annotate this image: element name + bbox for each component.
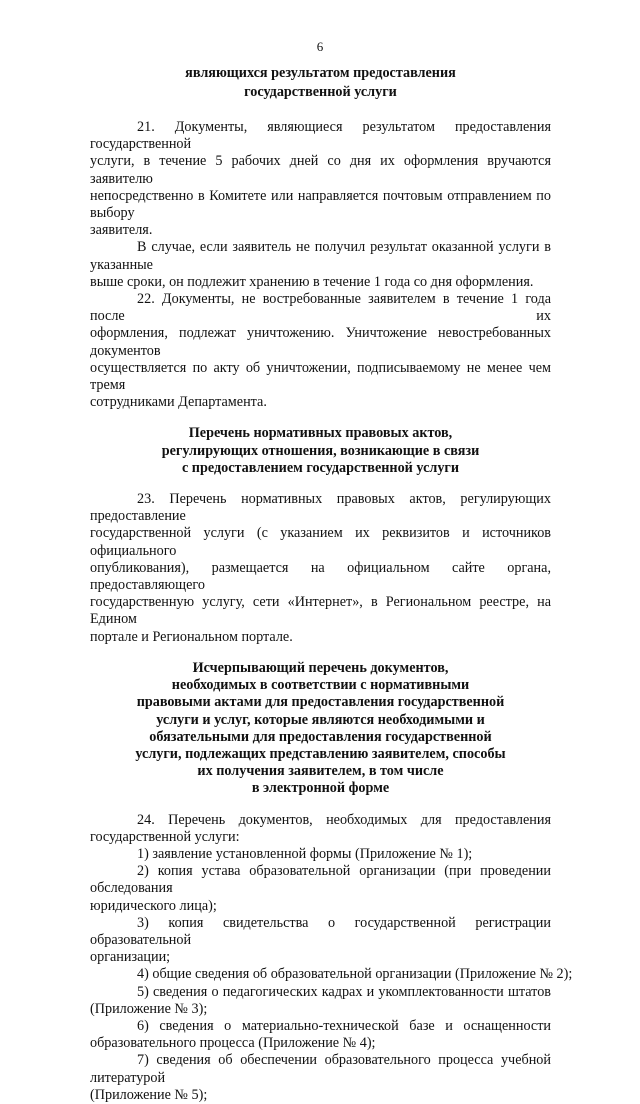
text-line: услуги, в течение 5 рабочих дней со дня их оформления вручаются заявителю	[90, 153, 551, 187]
text-line: 2) копия устава образовательной организации (при проведении обследования	[90, 863, 551, 897]
paragraph	[90, 846, 551, 863]
text-line: (Приложение № 3);	[90, 1000, 208, 1017]
text-line: организации;	[90, 949, 171, 966]
heading-line: Исчерпывающий перечень документов,	[192, 659, 449, 676]
paragraph	[90, 239, 551, 291]
text-line: 7) сведения об обеспечении образовательного процесса учебной литературой	[90, 1052, 551, 1086]
text-line: 24. Перечень документов, необходимых для предоставления	[137, 811, 551, 828]
text-line: 21. Документы, являющиеся результатом предоставления государственной	[90, 119, 551, 153]
text-line: 3) копия свидетельства о государственной регистрации образовательной	[90, 914, 551, 948]
heading-line: правовыми актами для предоставления государственной	[136, 694, 505, 711]
paragraph	[90, 915, 551, 967]
heading-line: в электронной форме	[251, 780, 390, 797]
paragraph	[90, 812, 551, 846]
text-line: 22. Документы, не востребованные заявителем в течение 1 года после их	[90, 291, 551, 325]
heading-line: услуги, подлежащих представлению заявителем, способы	[135, 745, 506, 762]
text-line: В случае, если заявитель не получил результат оказанной услуги в указанные	[90, 239, 551, 273]
paragraph	[90, 491, 551, 646]
section-heading	[90, 425, 551, 477]
section-heading	[90, 660, 551, 798]
paragraph	[90, 1052, 551, 1104]
text-line: 6) сведения о материально-технической базе и оснащенности	[137, 1017, 551, 1034]
text-line: 4) общие сведения об образовательной организации (Приложение № 2);	[137, 966, 573, 983]
heading-line: обязательными для предоставления государственной	[149, 728, 492, 745]
text-line: (Приложение № 5);	[90, 1086, 208, 1103]
paragraph	[90, 966, 573, 983]
paragraph	[90, 119, 551, 239]
section-heading	[90, 64, 551, 102]
text-line: непосредственно в Комитете или направляется почтовым отправлением по выбору	[90, 187, 551, 222]
text-line: осуществляется по акту об уничтожении, подписываемому не менее чем тремя	[90, 359, 551, 394]
text-line: опубликования), размещается на официальном сайте органа, предоставляющего	[90, 559, 551, 594]
heading-line: необходимых в соответствии с нормативными	[171, 677, 470, 694]
heading-line: услуги и услуг, которые являются необходимыми и	[156, 711, 485, 728]
text-line: 1) заявление установленной формы (Приложение № 1);	[137, 845, 473, 862]
page-number: 6	[316, 39, 324, 54]
text-line: юридического лица);	[90, 897, 217, 914]
text-line: 23. Перечень нормативных правовых актов, регулирующих предоставление	[90, 491, 551, 525]
text-line: государственной услуги:	[90, 828, 240, 845]
text-line: государственную услугу, сети «Интернет», в Региональном реестре, на Едином	[90, 594, 551, 628]
text-line: 5) сведения о педагогических кадрах и укомплектованности штатов	[137, 983, 551, 1000]
text-line: сотрудниками Департамента.	[90, 394, 267, 411]
paragraph	[90, 863, 551, 915]
document-body	[90, 64, 573, 1104]
text-line: выше сроки, он подлежит хранению в течение 1 года со дня оформления.	[90, 273, 534, 290]
text-line: образовательного процесса (Приложение № 4);	[90, 1035, 376, 1052]
paragraph	[90, 984, 551, 1018]
text-line: заявителя.	[90, 222, 153, 239]
heading-line: их получения заявителем, в том числе	[197, 763, 444, 780]
heading-line: с предоставлением государственной услуги	[181, 459, 460, 476]
text-line: оформления, подлежат уничтожению. Уничтожение невостребованных документов	[90, 325, 551, 359]
paragraph	[90, 1018, 551, 1052]
heading-line: государственной услуги	[244, 84, 397, 100]
heading-line: регулирующих отношения, возникающие в связи	[161, 442, 480, 459]
paragraph	[90, 291, 551, 411]
text-line: государственной услуги (с указанием их реквизитов и источников официального	[90, 525, 551, 559]
heading-line: являющихся результатом предоставления	[185, 65, 456, 81]
text-line: портале и Региональном портале.	[90, 628, 293, 645]
heading-line: Перечень нормативных правовых актов,	[188, 425, 453, 442]
